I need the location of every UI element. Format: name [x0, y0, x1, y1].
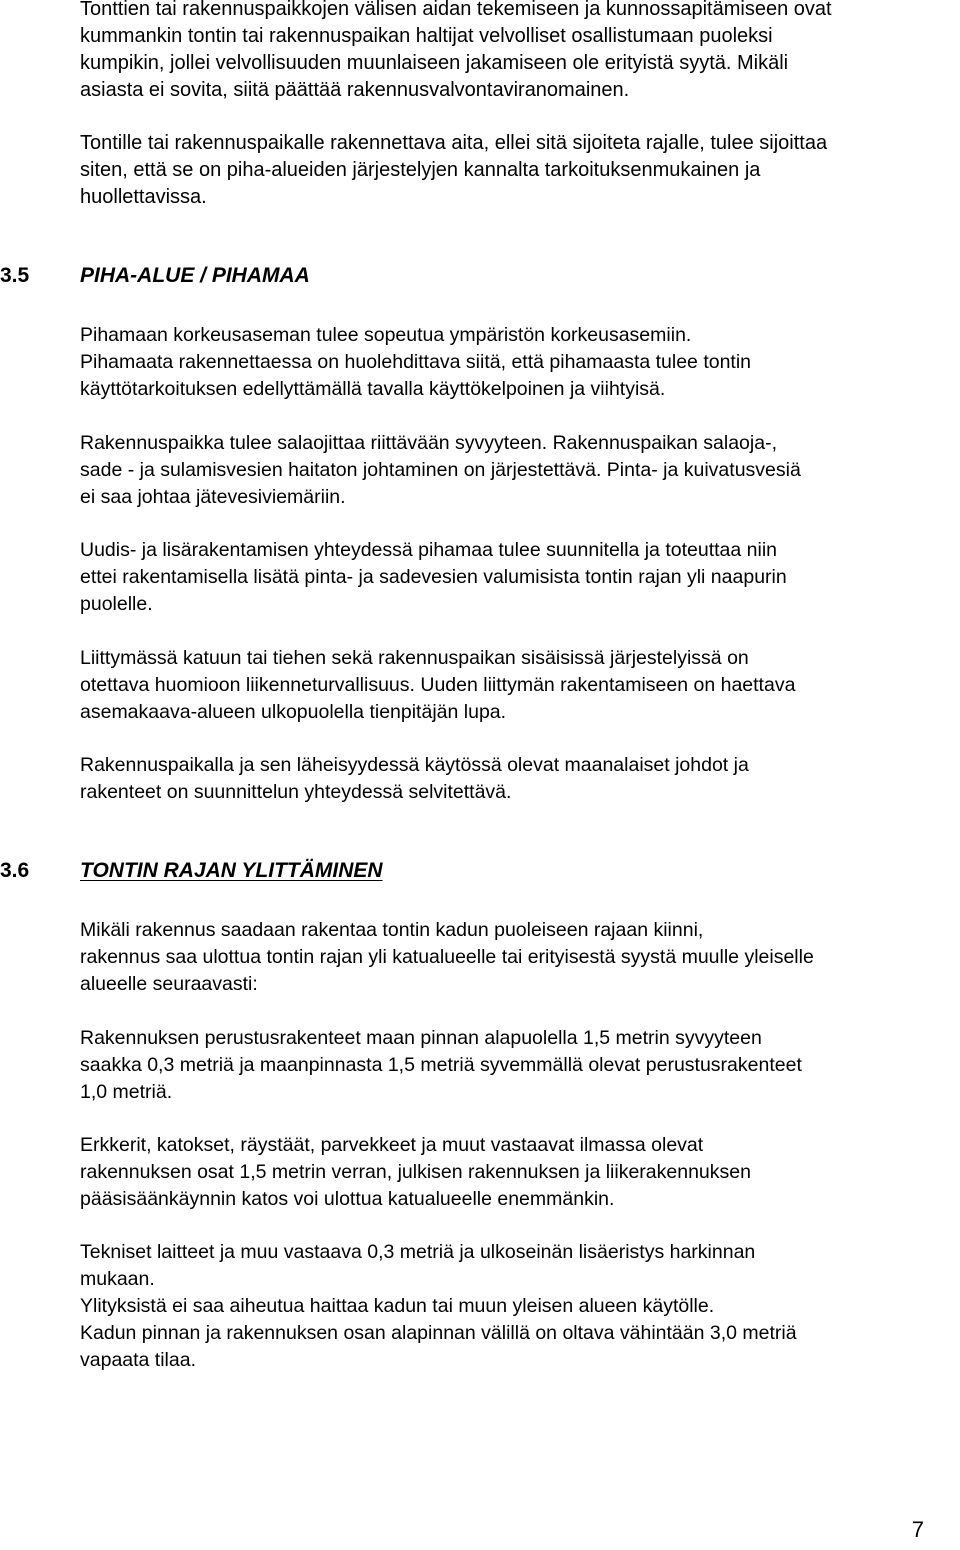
paragraph-fence-maintenance: Tonttien tai rakennuspaikkojen välisen aidan tekemiseen ja kunnossapitämiseen ovat kummankin tontin tai rakennuspaikan haltijat velvolliset osallistumaan puoleksi kumpikin, jollei velvollisuuden muunlaiseen jakamiseen ole erityistä syytä. Mikäli asiasta ei sovita, siitä päättää rakennusvalvontaviranomainen. — [80, 0, 832, 101]
paragraph-underground-lines: Rakennuspaikalla ja sen läheisyydessä käytössä olevat maanalaiset johdot ja rakenteet on suunnittelun yhteydessä selvitettävä. — [80, 754, 749, 803]
paragraph-boundary-crossing: Mikäli rakennus saadaan rakentaa tontin kadun puoleiseen rajaan kiinni, rakennus saa ulottua tontin rajan yli katualueelle tai erityisestä syystä muulle yleiselle alueelle seuraavasti: — [80, 919, 814, 995]
paragraph-yard-level: Pihamaan korkeusaseman tulee sopeutua ympäristön korkeusasemiin. Pihamaata rakennettaessa on huolehdittava siitä, että pihamaasta tulee tontin käyttötarkoituksen edellyttämällä tavalla käyttökelpoinen ja viihtyisä. — [80, 324, 752, 400]
paragraph-technical-equipment: Tekniset laitteet ja muu vastaava 0,3 metriä ja ulkoseinän lisäeristys harkinnan mukaan. Ylityksistä ei saa aiheutua haittaa kadun tai muun yleisen alueen käytölle. Kadun pinnan ja rakennuksen osan alapinnan välillä on oltava vähintään 3,0 metriä vapaata tilaa. — [80, 1241, 797, 1371]
paragraph-bay-windows: Erkkerit, katokset, räystäät, parvekkeet ja muut vastaavat ilmassa olevat rakennuksen osat 1,5 metrin verran, julkisen rakennuksen ja liikerakennuksen pääsisäänkäynnin katos voi ulottua katualueelle enemmänkin. — [80, 1134, 751, 1210]
section-title-piha-alue: PIHA-ALUE / PIHAMAA — [80, 264, 310, 287]
paragraph-traffic-safety: Liittymässä katuun tai tiehen sekä rakennuspaikan sisäisissä järjestelyissä on otettava huomioon liikenneturvallisuus. Uuden liittymän rakentamiseen on haettava asemakaava-alueen ulkopuolella tienpitäjän lupa. — [80, 647, 796, 723]
paragraph-foundations: Rakennuksen perustusrakenteet maan pinnan alapuolella 1,5 metrin syvyyteen saakka 0,3 metriä ja maanpinnasta 1,5 metriä syvemmällä olevat perustusrakenteet 1,0 metriä. — [80, 1027, 802, 1103]
section-title-tontin-rajan: TONTIN RAJAN YLITTÄMINEN — [80, 859, 383, 882]
section-number-3-6: 3.6 — [0, 859, 30, 882]
paragraph-drainage: Rakennuspaikka tulee salaojittaa riittävään syvyyteen. Rakennuspaikan salaoja-, sade - ja sulamisvesien haitaton johtaminen on järjestettävä. Pinta- ja kuivatusvesiä ei saa johtaa jätevesiviemäriin. — [80, 432, 801, 508]
section-number-3-5: 3.5 — [0, 264, 30, 287]
paragraph-fence-placement: Tontille tai rakennuspaikalle rakennettava aita, ellei sitä sijoiteta rajalle, tulee sijoittaa siten, että se on piha-alueiden järjestelyjen kannalta tarkoituksenmukainen ja huollettavissa. — [80, 132, 828, 208]
page-number: 7 — [911, 1517, 924, 1542]
paragraph-new-construction: Uudis- ja lisärakentamisen yhteydessä pihamaa tulee suunnitella ja toteuttaa niin ettei rakentamisella lisätä pinta- ja sadevesien valumisista tontin rajan yli naapurin puolelle. — [80, 539, 787, 615]
